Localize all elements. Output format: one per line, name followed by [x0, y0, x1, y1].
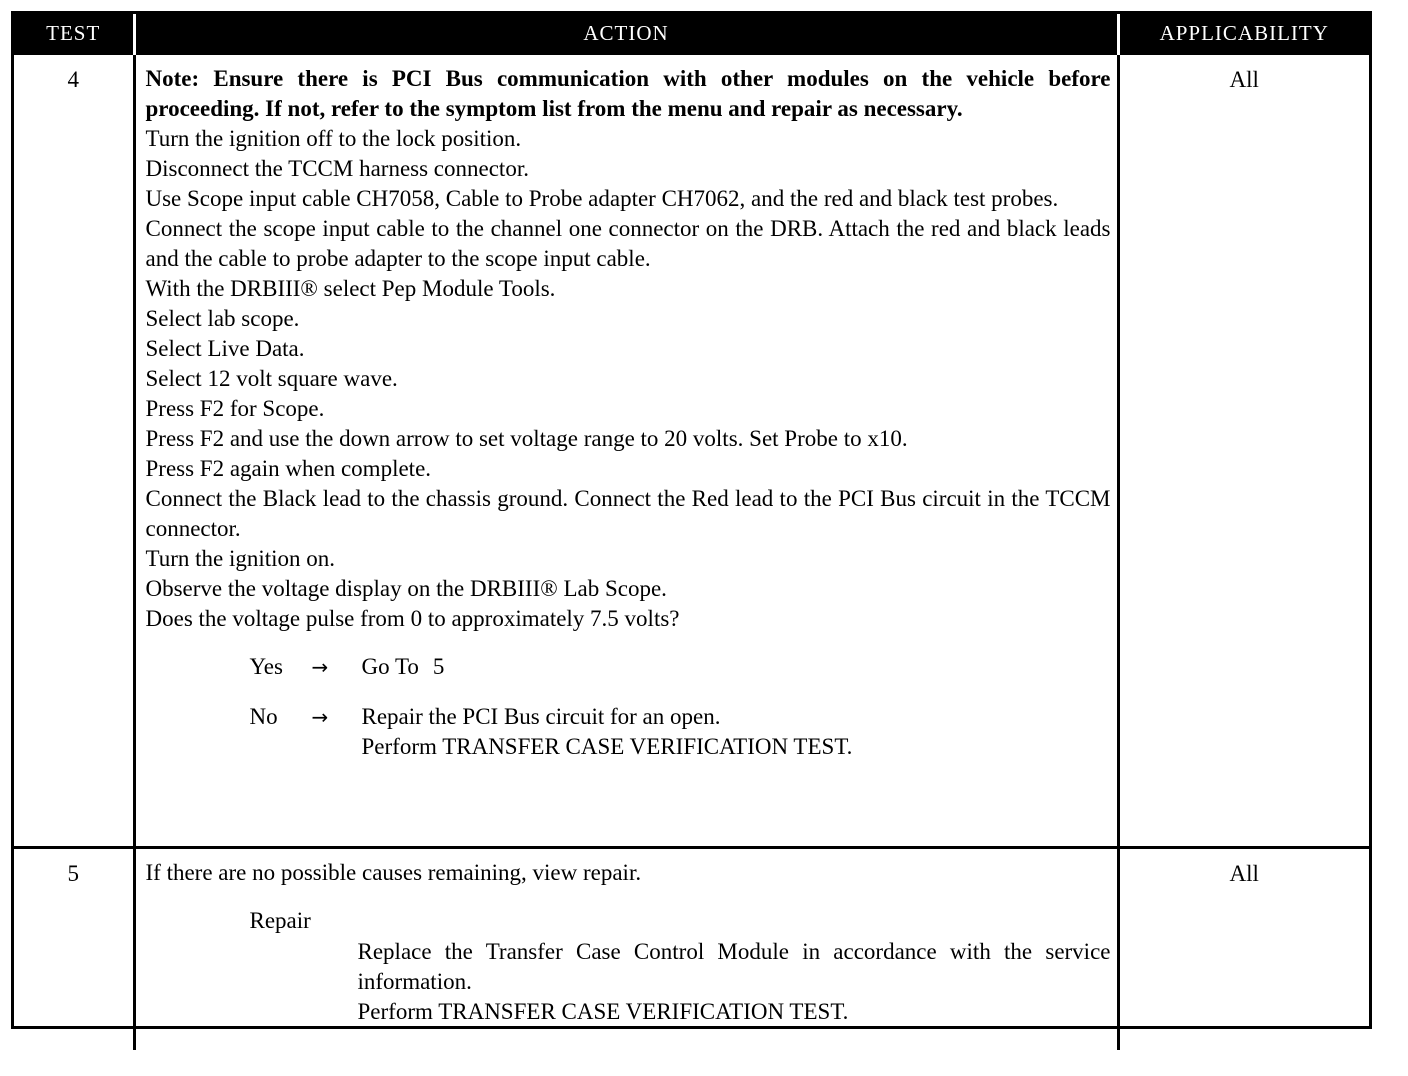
no-result [362, 702, 1111, 762]
step-question: Does the voltage pulse from 0 to approximately 7.5 volts? [145, 606, 680, 631]
repair-label: Repair [249, 908, 311, 933]
step-2: Disconnect the TCCM harness connector. [145, 156, 529, 181]
applicability-cell: All [1118, 54, 1369, 848]
right-arrow-icon: → [311, 655, 329, 679]
diagnostic-test-table [14, 14, 1369, 1050]
yes-label: Yes [249, 654, 283, 679]
step-11: Press F2 again when complete. [145, 456, 432, 481]
note-text: Note: Ensure there is PCI Bus communication with other modules on the vehicle before proceeding. If not, refer to the symptom list from the menu and repair as necessary. [145, 66, 1111, 121]
table-row-test-5 [14, 848, 1369, 1051]
diagnostic-test-table-frame [11, 11, 1372, 1029]
right-arrow-icon: → [311, 705, 329, 729]
answer-options [146, 652, 1111, 762]
header-test: TEST [14, 14, 134, 54]
goto-test-number: 5 [432, 654, 445, 679]
step-12: Connect the Black lead to the chassis ground. Connect the Red lead to the PCI Bus circuit in the TCCM connector. [145, 486, 1111, 541]
no-label: No [249, 704, 278, 729]
test-number: 4 [14, 54, 134, 848]
step-1: Turn the ignition off to the lock position. [145, 126, 522, 151]
step-4: Connect the scope input cable to the channel one connector on the DRB. Attach the red and black leads and the cable to probe adapter to the scope input cable. [145, 216, 1111, 271]
answer-yes [250, 652, 1111, 682]
header-action: ACTION [134, 14, 1118, 54]
goto-text: Go To [361, 654, 419, 679]
step-14: Observe the voltage display on the DRBIII® Lab Scope. [145, 576, 667, 601]
action-cell [134, 54, 1118, 848]
step-8: Select 12 volt square wave. [145, 366, 398, 391]
answer-no [250, 702, 1111, 762]
step-13: Turn the ignition on. [145, 546, 336, 571]
repair-instructions [250, 937, 1111, 1027]
repair-line-1: Replace the Transfer Case Control Module in accordance with the service information. [357, 939, 1111, 994]
intro-text: If there are no possible causes remaining, view repair. [145, 860, 642, 885]
step-10: Press F2 and use the down arrow to set voltage range to 20 volts. Set Probe to x10. [145, 426, 908, 451]
step-6: Select lab scope. [145, 306, 300, 331]
test-number: 5 [14, 848, 134, 1051]
goto-line [362, 652, 1111, 682]
step-7: Select Live Data. [145, 336, 305, 361]
action-cell [134, 848, 1118, 1051]
applicability-cell: All [1118, 848, 1369, 1051]
no-result-line-1: Repair the PCI Bus circuit for an open. [361, 704, 721, 729]
repair-block [146, 906, 1111, 1027]
yes-result [362, 652, 1111, 682]
repair-line-2: Perform TRANSFER CASE VERIFICATION TEST. [357, 999, 849, 1024]
step-9: Press F2 for Scope. [145, 396, 325, 421]
table-header-row [14, 14, 1369, 54]
step-5: With the DRBIII® select Pep Module Tools. [145, 276, 556, 301]
no-result-line-2: Perform TRANSFER CASE VERIFICATION TEST. [361, 734, 853, 759]
table-row-test-4 [14, 54, 1369, 848]
step-3: Use Scope input cable CH7058, Cable to Probe adapter CH7062, and the red and black test probes. [145, 186, 1059, 211]
header-applicability: APPLICABILITY [1118, 14, 1369, 54]
